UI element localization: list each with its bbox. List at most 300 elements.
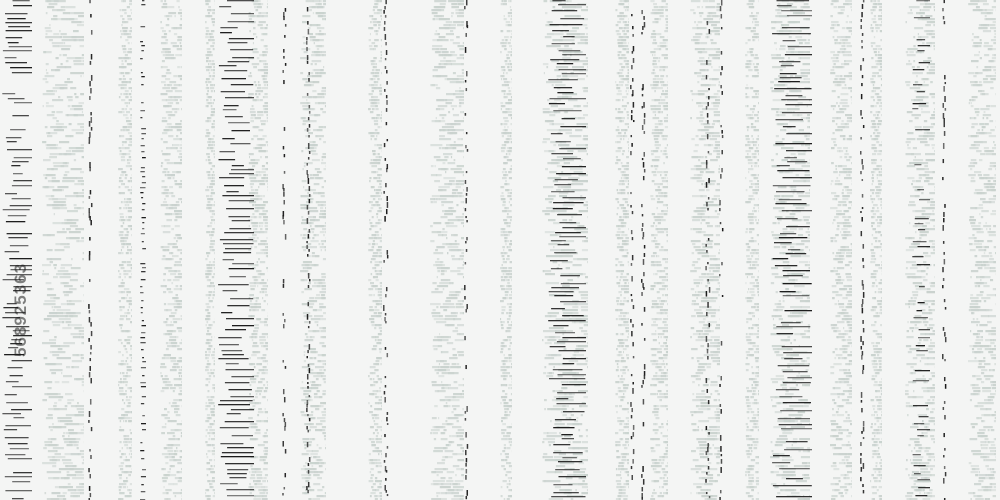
sage-texture xyxy=(177,48,182,50)
sage-texture xyxy=(210,99,211,101)
sage-texture xyxy=(206,30,209,32)
sage-texture xyxy=(551,105,558,107)
sage-texture xyxy=(211,468,214,470)
sage-texture xyxy=(430,303,441,305)
sage-texture xyxy=(211,30,215,32)
sage-texture xyxy=(163,141,168,143)
sage-texture xyxy=(131,273,132,275)
sage-texture xyxy=(76,486,84,488)
sage-texture xyxy=(119,492,125,494)
sage-texture xyxy=(441,216,448,218)
sage-texture xyxy=(370,261,372,263)
sage-texture xyxy=(250,72,252,74)
sage-texture xyxy=(374,159,377,161)
sage-texture xyxy=(580,321,589,323)
sage-texture xyxy=(457,15,464,17)
sage-texture xyxy=(74,63,84,65)
sage-texture xyxy=(371,84,376,86)
sage-texture xyxy=(78,411,84,413)
sage-texture xyxy=(432,39,439,41)
sage-texture xyxy=(433,309,436,311)
sage-texture xyxy=(208,360,209,362)
sage-texture xyxy=(180,198,182,200)
sage-texture xyxy=(511,48,512,50)
sage-texture xyxy=(586,180,588,182)
sage-texture xyxy=(369,459,373,461)
sage-texture xyxy=(581,294,588,296)
sage-texture xyxy=(261,177,265,179)
sage-texture xyxy=(303,261,310,263)
sage-texture xyxy=(69,288,77,290)
sage-texture xyxy=(179,477,181,479)
sage-texture xyxy=(369,318,374,320)
sage-texture xyxy=(583,135,588,137)
sage-texture xyxy=(127,204,129,206)
sage-texture xyxy=(64,174,68,176)
sage-texture xyxy=(61,6,65,8)
sage-texture xyxy=(445,324,455,326)
sage-texture xyxy=(44,381,52,383)
sage-texture xyxy=(212,276,214,278)
sage-texture xyxy=(381,51,382,53)
sage-texture xyxy=(207,267,209,269)
sage-texture xyxy=(56,57,59,59)
sage-texture xyxy=(549,201,551,203)
sage-texture xyxy=(443,153,452,155)
sage-texture xyxy=(52,189,64,191)
sage-texture xyxy=(370,105,375,107)
sage-texture xyxy=(303,78,307,80)
sage-texture xyxy=(558,144,569,146)
sage-texture xyxy=(120,441,122,443)
sage-texture xyxy=(212,90,213,92)
sage-texture xyxy=(320,75,322,77)
sage-texture xyxy=(313,483,320,485)
sage-texture xyxy=(320,69,323,71)
sage-texture xyxy=(371,321,375,323)
sage-texture xyxy=(581,9,588,11)
sage-texture xyxy=(52,321,64,323)
sage-texture xyxy=(126,477,127,479)
sage-texture xyxy=(53,117,57,119)
sage-texture xyxy=(180,24,182,26)
sage-texture xyxy=(451,255,455,257)
sage-texture xyxy=(120,147,126,149)
sage-texture xyxy=(463,27,464,29)
sage-texture xyxy=(369,309,373,311)
sage-texture xyxy=(373,432,375,434)
sage-texture xyxy=(510,192,512,194)
sage-texture xyxy=(503,249,504,251)
sage-texture xyxy=(214,477,215,479)
sage-texture xyxy=(458,384,464,386)
sage-texture xyxy=(212,357,215,359)
sage-texture xyxy=(255,336,257,338)
sage-texture xyxy=(377,177,381,179)
sage-texture xyxy=(258,381,262,383)
sage-texture xyxy=(253,135,258,137)
sage-texture xyxy=(268,189,269,191)
sage-texture xyxy=(444,54,452,56)
sage-texture xyxy=(176,96,183,98)
sage-texture xyxy=(374,123,378,125)
sage-texture xyxy=(434,0,446,2)
sage-texture xyxy=(504,468,506,470)
sage-texture xyxy=(259,336,265,338)
sage-texture xyxy=(213,369,215,371)
sage-texture xyxy=(587,324,588,326)
sage-texture xyxy=(507,486,509,488)
sage-texture xyxy=(300,270,306,272)
sage-texture xyxy=(44,318,49,320)
sage-texture xyxy=(368,27,373,29)
sage-texture xyxy=(454,159,456,161)
sage-texture xyxy=(131,357,132,359)
sage-texture xyxy=(123,435,126,437)
sage-texture xyxy=(557,48,572,50)
sage-texture xyxy=(453,318,461,320)
sage-texture xyxy=(44,186,54,188)
sage-texture xyxy=(508,234,509,236)
sage-texture xyxy=(316,378,319,380)
sage-texture xyxy=(381,402,382,404)
sage-texture xyxy=(322,318,326,320)
sage-texture xyxy=(249,18,252,20)
sage-texture xyxy=(163,414,164,416)
sage-texture xyxy=(52,456,65,458)
sage-texture xyxy=(323,66,324,68)
sage-texture xyxy=(46,12,48,14)
sage-texture xyxy=(44,441,52,443)
sage-texture xyxy=(433,345,439,347)
sage-texture xyxy=(129,225,132,227)
sage-texture xyxy=(169,81,176,83)
sage-texture xyxy=(206,402,208,404)
sage-texture xyxy=(500,285,505,287)
sage-texture xyxy=(260,456,267,458)
sage-texture xyxy=(255,486,262,488)
sage-texture xyxy=(123,207,126,209)
sage-texture xyxy=(123,378,126,380)
sage-texture xyxy=(260,378,263,380)
sage-texture xyxy=(380,270,382,272)
sage-texture xyxy=(262,87,268,89)
sage-texture xyxy=(125,390,127,392)
sage-texture xyxy=(265,81,268,83)
sage-texture xyxy=(323,234,325,236)
sage-texture xyxy=(624,15,628,17)
sage-texture xyxy=(179,393,182,395)
sage-texture xyxy=(562,333,564,335)
sage-texture xyxy=(574,420,578,422)
sage-texture xyxy=(249,201,256,203)
sage-texture xyxy=(129,78,132,80)
sage-texture xyxy=(262,135,266,137)
sage-texture xyxy=(165,384,172,386)
sage-texture xyxy=(122,81,128,83)
sage-texture xyxy=(509,384,513,386)
sage-texture xyxy=(254,162,258,164)
sage-texture xyxy=(207,474,208,476)
sage-texture xyxy=(256,429,261,431)
sage-texture xyxy=(261,309,265,311)
sage-texture xyxy=(448,387,458,389)
sage-texture xyxy=(207,0,211,2)
sage-texture xyxy=(252,204,254,206)
sage-texture xyxy=(553,390,556,392)
sage-texture xyxy=(511,291,512,293)
sage-texture xyxy=(265,294,268,296)
sage-texture xyxy=(176,102,179,104)
sage-texture xyxy=(122,399,124,401)
sage-texture xyxy=(180,384,182,386)
sage-texture xyxy=(574,321,576,323)
sage-texture xyxy=(211,444,215,446)
sage-texture xyxy=(503,174,506,176)
sage-texture xyxy=(207,255,209,257)
sage-texture xyxy=(129,489,132,491)
sage-texture xyxy=(170,336,177,338)
sage-texture xyxy=(214,90,215,92)
sage-texture xyxy=(436,108,439,110)
sage-texture xyxy=(587,207,588,209)
sage-texture xyxy=(372,15,374,17)
sage-texture xyxy=(564,348,567,350)
sage-texture xyxy=(373,450,379,452)
sage-texture xyxy=(251,246,253,248)
sage-texture xyxy=(508,192,510,194)
sage-texture xyxy=(207,96,211,98)
sage-texture xyxy=(501,429,505,431)
sage-texture xyxy=(165,462,168,464)
sage-texture xyxy=(505,210,507,212)
sage-texture xyxy=(168,177,172,179)
sage-texture xyxy=(508,438,512,440)
sage-texture xyxy=(509,405,512,407)
sage-texture xyxy=(267,3,268,5)
sage-texture xyxy=(580,468,586,470)
sage-texture xyxy=(379,252,382,254)
sage-texture xyxy=(53,45,60,47)
sage-texture xyxy=(162,75,167,77)
sage-texture xyxy=(67,444,73,446)
sage-texture xyxy=(507,435,511,437)
sage-texture xyxy=(212,450,215,452)
sage-texture xyxy=(214,165,215,167)
sage-texture xyxy=(128,42,130,44)
sage-texture xyxy=(42,462,56,464)
sage-texture xyxy=(172,108,177,110)
sage-texture xyxy=(624,27,629,29)
sage-texture xyxy=(208,399,210,401)
sage-texture xyxy=(127,63,132,65)
sage-texture xyxy=(323,378,324,380)
sage-texture xyxy=(74,108,83,110)
sage-texture xyxy=(305,468,315,470)
sage-texture xyxy=(371,462,376,464)
sage-texture xyxy=(167,123,172,125)
sage-texture xyxy=(321,195,325,197)
sage-texture xyxy=(626,6,629,8)
sage-texture xyxy=(120,306,125,308)
sage-texture xyxy=(255,189,259,191)
sage-texture xyxy=(447,423,454,425)
sage-texture xyxy=(504,357,508,359)
sage-texture xyxy=(376,66,377,68)
sage-texture xyxy=(581,492,588,494)
sage-texture xyxy=(213,489,215,491)
sage-texture xyxy=(508,99,512,101)
sage-texture xyxy=(118,363,123,365)
sage-texture xyxy=(458,219,464,221)
sage-texture xyxy=(505,276,508,278)
sage-texture xyxy=(586,429,588,431)
sage-texture xyxy=(129,465,131,467)
sage-texture xyxy=(504,156,509,158)
sage-texture xyxy=(547,432,548,434)
sage-texture xyxy=(507,132,511,134)
sage-texture xyxy=(376,303,379,305)
sage-texture xyxy=(307,75,313,77)
sage-texture xyxy=(209,261,211,263)
sage-texture xyxy=(173,363,178,365)
sage-texture xyxy=(440,306,449,308)
sage-texture xyxy=(561,186,571,188)
sage-texture xyxy=(303,120,305,122)
sage-texture xyxy=(181,366,182,368)
sage-texture xyxy=(169,252,173,254)
sage-texture xyxy=(250,117,253,119)
sage-texture xyxy=(79,102,85,104)
sage-texture xyxy=(121,33,125,35)
sage-texture xyxy=(205,81,207,83)
sage-texture xyxy=(213,141,215,143)
sage-texture xyxy=(206,171,210,173)
sage-texture xyxy=(128,132,132,134)
sage-texture xyxy=(580,195,582,197)
sage-texture xyxy=(374,327,376,329)
sage-texture xyxy=(511,216,512,218)
sage-texture xyxy=(82,258,84,260)
sage-texture xyxy=(310,405,319,407)
sage-texture xyxy=(501,66,505,68)
sage-texture xyxy=(249,282,256,284)
sage-texture xyxy=(172,144,179,146)
sage-texture xyxy=(262,297,263,299)
sage-texture xyxy=(567,150,573,152)
sage-texture xyxy=(505,243,506,245)
sage-texture xyxy=(458,45,465,47)
sage-texture xyxy=(212,453,215,455)
sage-texture xyxy=(262,288,264,290)
sage-texture xyxy=(577,123,589,125)
sage-texture xyxy=(211,231,215,233)
sage-texture xyxy=(568,279,574,281)
sage-texture xyxy=(501,276,504,278)
sage-texture xyxy=(504,18,507,20)
sage-texture xyxy=(75,96,78,98)
sage-texture xyxy=(47,258,62,260)
sage-texture xyxy=(318,360,321,362)
sage-texture xyxy=(311,387,318,389)
sage-texture xyxy=(127,387,131,389)
sage-texture xyxy=(267,120,268,122)
sage-texture xyxy=(248,264,254,266)
sage-texture xyxy=(550,420,551,422)
sage-texture xyxy=(377,174,380,176)
sage-texture xyxy=(210,144,214,146)
sage-texture xyxy=(178,372,181,374)
sage-texture xyxy=(123,486,126,488)
sage-texture xyxy=(173,318,181,320)
sage-texture xyxy=(508,87,510,89)
sage-texture xyxy=(372,72,375,74)
sage-texture xyxy=(263,108,265,110)
sage-texture xyxy=(440,261,442,263)
sage-texture xyxy=(63,177,77,179)
sage-texture xyxy=(442,234,443,236)
sage-texture xyxy=(265,225,268,227)
sage-texture xyxy=(267,336,268,338)
sage-texture xyxy=(380,93,383,95)
sage-texture xyxy=(208,102,212,104)
sage-texture xyxy=(543,138,550,140)
sage-texture xyxy=(119,177,122,179)
sage-texture xyxy=(500,300,504,302)
sage-texture xyxy=(207,315,211,317)
sage-texture xyxy=(126,117,129,119)
sage-texture xyxy=(627,36,629,38)
sage-texture xyxy=(454,93,456,95)
sage-texture xyxy=(548,441,555,443)
sage-texture xyxy=(125,60,127,62)
sage-texture xyxy=(63,432,65,434)
sage-texture xyxy=(574,228,588,230)
sage-texture xyxy=(69,147,84,149)
sage-texture xyxy=(122,354,124,356)
sage-texture xyxy=(250,300,252,302)
sage-texture xyxy=(562,96,568,98)
sage-texture xyxy=(436,15,442,17)
sage-texture xyxy=(543,108,550,110)
sage-texture xyxy=(211,150,214,152)
sage-texture xyxy=(174,219,177,221)
sage-texture xyxy=(442,147,454,149)
sage-texture xyxy=(77,408,84,410)
sage-texture xyxy=(211,180,213,182)
sage-texture xyxy=(375,267,376,269)
sage-texture xyxy=(212,297,214,299)
sage-texture xyxy=(129,99,132,101)
sage-texture xyxy=(458,354,464,356)
sage-texture xyxy=(181,15,182,17)
sage-texture xyxy=(545,213,550,215)
sage-texture xyxy=(161,93,168,95)
sage-texture xyxy=(321,411,326,413)
sage-texture xyxy=(214,114,215,116)
sage-texture xyxy=(372,417,373,419)
sage-texture xyxy=(374,444,376,446)
sage-texture xyxy=(547,120,554,122)
sage-texture xyxy=(249,309,255,311)
sage-texture xyxy=(577,78,585,80)
sage-texture xyxy=(375,129,378,131)
sage-texture xyxy=(504,207,505,209)
sage-texture xyxy=(450,132,458,134)
sage-texture xyxy=(509,312,511,314)
sage-texture xyxy=(373,6,378,8)
sage-texture xyxy=(261,39,264,41)
